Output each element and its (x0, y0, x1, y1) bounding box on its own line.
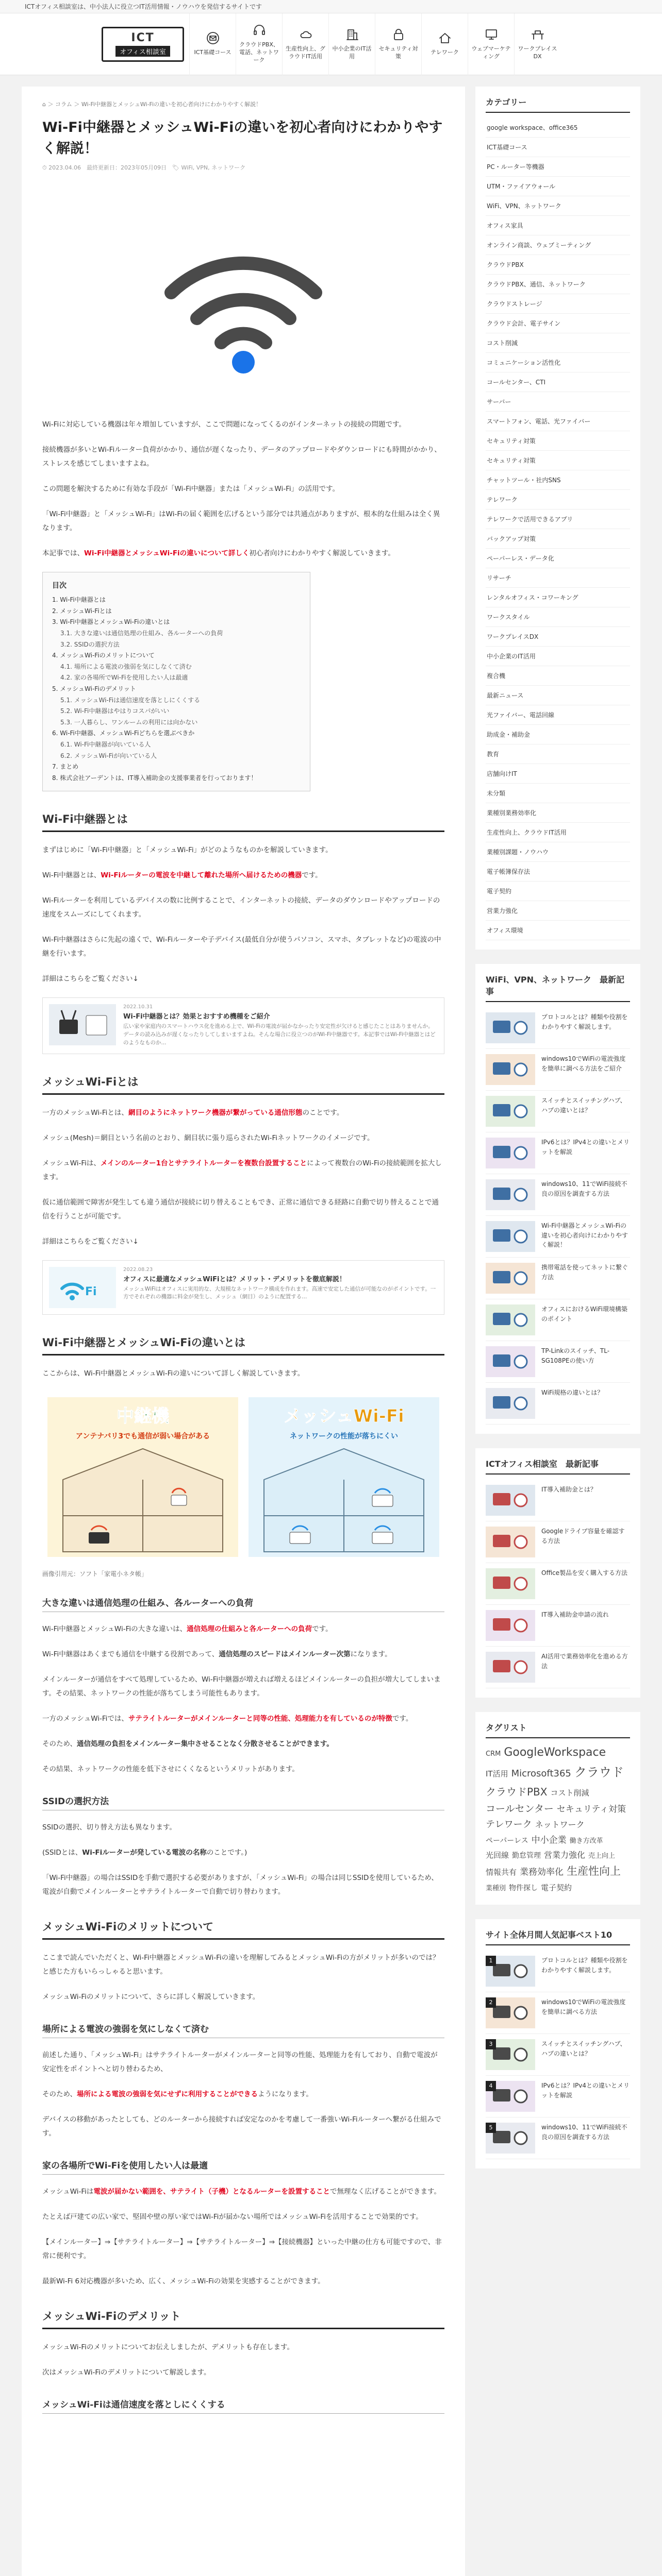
article-title: IPv6とは？IPv4との違いとメリットを解説 (541, 1139, 630, 1156)
fig-left-title: 中継機 (117, 1405, 169, 1427)
sub-heading-signal: 場所による電波の強弱を気にしなくて済む (42, 2022, 444, 2038)
s2-p3-highlight: メインのルーター1台とサテライトルーターを複数台設置すること (100, 1159, 307, 1167)
category-item[interactable]: 中小企業のIT活用 (486, 647, 630, 666)
s4-paragraph-2: メッシュWi-Fiのメリットについて、さらに詳しく解説していきます。 (42, 1992, 260, 2001)
article-meta: ⏱ 2023.04.06 最終更新日：2023年05月09日 🏷 WiFi, VPN, ネットワーク (42, 164, 246, 171)
toc-item[interactable]: 5.3. 一人暮らし、ワンルームの利用には向かない (60, 718, 198, 726)
wifi-article-item[interactable] (486, 1174, 630, 1216)
building-icon (345, 28, 359, 41)
tag-link[interactable]: 業種別 (486, 1885, 506, 1893)
nav-item[interactable] (236, 13, 282, 75)
s2-paragraph-1 (42, 1106, 444, 1120)
tag-link[interactable]: セキュリティ対策 (556, 1804, 626, 1815)
article-title: プロトコルとは？種類や役割をわかりやすく解説します。 (541, 1957, 628, 1974)
category-item[interactable]: テレワーク (486, 490, 630, 510)
intro-paragraph-5 (42, 547, 444, 561)
monitor-icon (485, 28, 498, 41)
wifi-article-item[interactable] (486, 1258, 630, 1299)
headset-icon (253, 24, 266, 37)
s2-p1-lead: 一方のメッシュWi-Fiとは、 (42, 1108, 128, 1117)
wifi-article-item[interactable] (486, 1299, 630, 1341)
s4-p6-tail: で無理なく広げることができます。 (330, 2187, 441, 2196)
tag-link[interactable]: 生産性向上 (567, 1865, 621, 1877)
toc-item[interactable]: 2. メッシュWi-Fiとは (52, 607, 112, 615)
section-heading-demerits: メッシュWi-Fiのデメリット (42, 2308, 444, 2329)
nav-item-label: ICT基礎コース (194, 49, 231, 56)
s4-p6-highlight: 電波が届かない範囲を、サテライト（子機）となるルーターを設置すること (93, 2187, 330, 2196)
rank-number: 1 (486, 1956, 496, 1966)
sub-heading-ssid: SSIDの選択方法 (42, 1794, 444, 1810)
ranking-widget-title: サイト全体月間人気記事ベスト10 (486, 1928, 630, 1945)
category-item[interactable]: チャットツール・社内SNS (486, 470, 630, 490)
wifi-article-item[interactable] (486, 1383, 630, 1425)
toc-list (52, 595, 301, 784)
nav-item[interactable] (189, 13, 236, 75)
tag-link[interactable]: Microsoft365 (511, 1768, 571, 1780)
tag-link[interactable]: 営業力強化 (544, 1850, 586, 1860)
tag-widget (475, 1712, 640, 1905)
wifi-article-item[interactable] (486, 1341, 630, 1383)
article-title: windows10、11でWiFi接続不良の原因を調査する方法 (541, 2124, 627, 2141)
category-item[interactable]: 営業力強化 (486, 901, 630, 921)
s4-paragraph-6 (42, 2185, 444, 2199)
s4-p4-highlight: 場所による電波の強弱を気にせずに利用することができる (76, 2090, 258, 2098)
wifi-article-item[interactable] (486, 1091, 630, 1132)
card-description: メッシュWiFiはオフィスに実用的な、大規模なネットワーク構成を作れます。高速で安定した通信が可能なのがポイントです。一方でそれぞれの機器に料金が発生し、メッシュ（網目）のように配置する... (123, 1285, 436, 1300)
article-title: オフィスにおけるWiFi環境構築のポイント (541, 1306, 627, 1323)
article-title: windows10、11でWiFi接続不良の原因を調査する方法 (541, 1180, 627, 1197)
nav-item-label: ウェブマーケティング (471, 45, 511, 60)
category-item[interactable]: コスト削減 (486, 333, 630, 353)
ict-articles-widget (475, 1448, 640, 1698)
toc-item[interactable]: 4. メッシュWi-Fiのメリットについて (52, 652, 155, 659)
category-item[interactable]: ペーパーレス・データ化 (486, 549, 630, 568)
article-title: windows10でWiFiの電波強度を簡単に調べる方法をご紹介 (541, 1055, 626, 1072)
nav-item[interactable] (282, 13, 328, 75)
s3-p2-tail: です。 (312, 1624, 333, 1633)
section-heading-merits: メッシュWi-Fiのメリットについて (42, 1919, 444, 1940)
category-item[interactable]: ワークプレイスDX (486, 627, 630, 647)
wifi-widget-title: WiFi、VPN、ネットワーク 最新記事 (486, 973, 630, 1002)
tag-link[interactable]: 情報共有 (486, 1867, 517, 1877)
s3-p3-tail: になります。 (350, 1650, 392, 1658)
ict-widget-title: ICTオフィス相談室 最新記事 (486, 1458, 630, 1475)
s3-paragraph-8: SSIDの選択、切り替え方法も異なります。 (42, 1823, 176, 1832)
s2-p1-tail: のことです。 (302, 1108, 344, 1117)
nav-item[interactable] (468, 13, 514, 75)
article-thumbnail (486, 1096, 535, 1127)
s1-p2-lead: Wi-Fi中継器とは、 (42, 871, 101, 880)
s4-paragraph-4 (42, 2088, 444, 2102)
sub-heading-speed: メッシュWi-Fiは通信速度を落としにくくする (42, 2397, 444, 2414)
figure-caption: 画像引用元：ソフト「家電小ネタ帳」 (42, 1570, 148, 1578)
ranking-item[interactable] (486, 1951, 630, 1992)
category-item[interactable]: 光ファイバー、電話回線 (486, 705, 630, 725)
tag-cloud (486, 1743, 630, 1895)
nav-item[interactable] (421, 13, 468, 75)
category-item[interactable]: コールセンター、CTI (486, 372, 630, 392)
s3-paragraph-1: ここからは、Wi-Fi中継器とメッシュWi-Fiの違いについて詳しく解説していきます。 (42, 1369, 305, 1378)
tag-link[interactable]: 働き方改革 (569, 1837, 603, 1845)
intro-lead: 本記事では、 (42, 549, 84, 557)
category-item[interactable]: オンライン商談、ウェブミーティング (486, 235, 630, 255)
category-item[interactable]: クラウドPBX (486, 255, 630, 275)
toc-item[interactable]: 1. Wi-Fi中継器とは (52, 596, 106, 604)
rank-number: 5 (486, 2123, 496, 2133)
tag-link[interactable]: クラウド (574, 1765, 624, 1780)
wifi-article-item[interactable] (486, 1007, 630, 1049)
toc-item[interactable]: 6.1. Wi-Fi中継器が向いている人 (60, 740, 151, 748)
ranking-widget (475, 1919, 640, 2168)
article-thumbnail (486, 1527, 535, 1557)
category-item[interactable]: クラウドPBX、通信、ネットワーク (486, 275, 630, 294)
article-thumbnail (486, 1304, 535, 1335)
tag-link[interactable]: コールセンター (486, 1803, 554, 1815)
category-item[interactable]: 未分類 (486, 784, 630, 803)
nav-item-label: テレワーク (431, 49, 459, 56)
toc-item[interactable]: 5.2. Wi-Fi中継器はやはりコスパがいい (60, 707, 170, 715)
category-list (486, 118, 630, 940)
category-item[interactable]: セキュリティ対策 (486, 431, 630, 451)
logo-sub-text: オフィス相談室 (115, 46, 170, 57)
category-item[interactable]: 助成金・補助金 (486, 725, 630, 744)
s2-p3-lead: メッシュWi-Fiは、 (42, 1159, 101, 1167)
intro-highlight: Wi-Fi中継器とメッシュWi-Fiの違いについて詳しく (84, 549, 250, 557)
sub-heading-load: 大きな違いは通信処理の仕組み、各ルーターへの負荷 (42, 1596, 444, 1612)
tag-link[interactable]: GoogleWorkspace (504, 1746, 606, 1759)
article-thumbnail (486, 1652, 535, 1683)
intro-paragraph-3: この問題を解決するために有効な手段が「Wi-Fi中継器」または「メッシュWi-Fi」の活用です。 (42, 485, 340, 493)
card-title: Wi-Fi中継器とは？効果とおすすめ機種をご紹介 (123, 1013, 270, 1021)
s2-paragraph-3 (42, 1157, 444, 1184)
ranking-item[interactable] (486, 2076, 630, 2117)
category-item[interactable]: 教育 (486, 744, 630, 764)
relay-card-thumbnail (49, 1004, 116, 1045)
breadcrumb[interactable]: ⌂ ＞ コラム ＞ Wi-Fi中継器とメッシュWi-Fiの違いを初心者向けにわかりやすく解説！ (42, 101, 262, 108)
tag-link[interactable]: 中小企業 (531, 1835, 567, 1845)
s3-paragraph-10: 「Wi-Fi中継器」の場合はSSIDを手動で選択する必要がありますが、「メッシュWi-Fi」の場合は同じSSIDを使用しているため、電波が自動でメインルーターとサテライトルーターで自動で切り替わります。 (42, 1873, 438, 1896)
s3-p9-tail: のことです。) (206, 1848, 247, 1857)
relay-vs-mesh-illustration (42, 1392, 444, 1562)
category-widget (475, 87, 640, 950)
mail-icon (206, 31, 220, 45)
article-title: Wi-Fi中継器とメッシュWi-Fiの違いを初心者向けにわかりやすく解説！ (541, 1222, 628, 1249)
category-item[interactable]: WiFi、VPN、ネットワーク (486, 196, 630, 216)
s4-paragraph-8: 【メインルーター】⇒【サテライトルーター】⇒【サテライトルーター】⇒【接続機器】といった中継の仕方も可能ですので、非常に便利です。 (42, 2238, 442, 2260)
article-title: プロトコルとは？種類や役割をわかりやすく解説します。 (541, 1013, 628, 1030)
category-item[interactable]: レンタルオフィス・コワーキング (486, 588, 630, 607)
s3-paragraph-9 (42, 1846, 444, 1860)
category-item[interactable]: リサーチ (486, 568, 630, 588)
s3-paragraph-2 (42, 1622, 444, 1636)
tag-link[interactable]: 電子契約 (541, 1883, 572, 1893)
tag-link[interactable]: 業務効率化 (520, 1867, 564, 1877)
wifi-article-item[interactable] (486, 1132, 630, 1174)
tag-link[interactable]: 物件探し (509, 1884, 538, 1893)
category-item[interactable]: 店舗向けIT (486, 764, 630, 784)
toc-item[interactable]: 8. 株式会社アーデントは、IT導入補助金の支援事業者を行っております！ (52, 774, 257, 782)
s3-paragraph-4: メインルーターが通信をすべて処理しているため、Wi-Fi中継器が増えれば増えるほどメインルーターの負担が増大してしまいます。その結果、ネットワークの性能が落ちてしまう可能性もあります。 (42, 1675, 441, 1698)
wifi-article-item[interactable] (486, 1049, 630, 1091)
toc-item[interactable]: 7. まとめ (52, 763, 79, 771)
article-title: スイッチとスイッチングハブ、ハブの違いとは？ (541, 1097, 626, 1114)
category-item[interactable]: オフィス環境 (486, 921, 630, 940)
ict-article-item[interactable] (486, 1521, 630, 1563)
s3-p5-lead: 一方のメッシュWi-Fiでは、 (42, 1714, 128, 1723)
sub-heading-home: 家の各場所でWi-Fiを使用したい人は最適 (42, 2158, 444, 2175)
page-title: Wi-Fi中継器とメッシュWi-Fiの違いを初心者向けにわかりやすく解説！ (42, 120, 443, 157)
article-thumbnail (486, 1485, 535, 1516)
s3-paragraph-6 (42, 1737, 444, 1751)
tag-link[interactable]: 光回線 (486, 1850, 509, 1860)
related-card-mesh[interactable] (42, 1260, 444, 1315)
card-title: オフィスに最適なメッシュWiFiとは？メリット・デメリットを徹底解説！ (123, 1275, 346, 1283)
fig-left-sub: アンテナバリ3でも通信が弱い場合がある (75, 1432, 210, 1440)
toc-item[interactable]: 4.1. 場所による電波の強弱を気にしなくて済む (60, 663, 192, 670)
ranking-item[interactable] (486, 1992, 630, 2034)
s2-more-text: 詳細はこちらをご覧ください↓ (42, 1237, 139, 1246)
article-title: IT導入補助金申請の流れ (541, 1611, 609, 1618)
section-heading-mesh: メッシュWi-Fiとは (42, 1074, 444, 1095)
category-item[interactable]: 最新ニュース (486, 686, 630, 705)
nav-item[interactable] (514, 13, 560, 75)
wifi-article-list (486, 1007, 630, 1425)
s4-p6-lead: メッシュWi-Fiは (42, 2187, 94, 2196)
article-thumbnail (486, 1221, 535, 1252)
category-item[interactable]: スマートフォン、電話、光ファイバー (486, 412, 630, 431)
ict-article-item[interactable] (486, 1605, 630, 1647)
s4-paragraph-5: デバイスの移動があったとしても、どのルーターから接続すれば安定なのかを考慮して一番強いWi-Fiルーターへ繋がる仕組みです。 (42, 2115, 441, 2138)
sidebar (475, 87, 640, 2576)
nav-item-label: クラウドPBX、電話、ネットワーク (239, 41, 279, 63)
toc-title: 目次 (52, 582, 67, 590)
s3-paragraph-3 (42, 1648, 444, 1662)
table-of-contents (42, 572, 310, 791)
ict-article-item[interactable] (486, 1563, 630, 1605)
s5-paragraph-1: メッシュWi-Fiのメリットについてお伝えしましたが、デメリットも存在します。 (42, 2343, 294, 2351)
article-thumbnail (486, 1263, 535, 1294)
s3-p6-bold: 通信処理の負担をメインルーター集中させることなく分散させることができます。 (76, 1739, 334, 1748)
wifi-article-item[interactable] (486, 1216, 630, 1258)
site-header (0, 13, 662, 75)
s3-p5-tail: です。 (392, 1714, 413, 1723)
category-item[interactable]: 複合機 (486, 666, 630, 686)
tag-link[interactable]: コスト削減 (550, 1788, 589, 1798)
s1-paragraph-4: Wi-Fi中継器はさらに先起の遠くで、Wi-Fiルーターや子デバイス(最低自分が使うパソコン、スマホ、タブレットなど)の電波の中継を行います。 (42, 936, 441, 958)
category-item[interactable]: サーバー (486, 392, 630, 412)
category-item[interactable]: PC・ルーター等機器 (486, 157, 630, 177)
ict-article-list (486, 1480, 630, 1688)
s1-more-text: 詳細はこちらをご覧ください↓ (42, 975, 139, 984)
wifi-eyecatch-image (122, 187, 365, 403)
s3-p5-highlight: サテライトルーターがメインルーターと同等の性能、処理能力を有しているのが特徴 (128, 1714, 392, 1723)
category-item[interactable]: オフィス家具 (486, 216, 630, 235)
category-item[interactable]: クラウド会計、電子サイン (486, 314, 630, 333)
article-title: 携帯電話を使ってネットに繋ぐ方法 (541, 1264, 628, 1281)
tag-link[interactable]: テレワーク (486, 1819, 532, 1830)
related-card-relay[interactable] (42, 997, 444, 1054)
nav-item-label: 中小企業のIT活用 (332, 45, 372, 60)
nav-item-label: セキュリティ対策 (378, 45, 418, 60)
card-date: 2022.08.23 (123, 1266, 153, 1273)
toc-item[interactable]: 3.1. 大きな違いは通信処理の仕組み、各ルーターへの負荷 (60, 629, 223, 637)
section-heading-difference: Wi-Fi中継器とメッシュWi-Fiの違いとは (42, 1334, 444, 1355)
tag-link[interactable]: 売上向上 (588, 1852, 616, 1860)
s3-p3-bold: 通信処理のスピードはメインルーター次第 (219, 1650, 351, 1658)
card-date: 2022.10.31 (123, 1004, 153, 1010)
s4-paragraph-7: たとえば戸建ての広い家で、堅固や壁の厚い家ではWi-Fiが届かない場所ではメッシュWi-Fiを活用することで効果的です。 (42, 2212, 423, 2221)
category-item[interactable]: ICT基礎コース (486, 138, 630, 157)
article-thumbnail (486, 1179, 535, 1210)
nav-item-label: 生産性向上、グラウドIT活用 (286, 45, 325, 60)
category-item[interactable]: クラウドストレージ (486, 294, 630, 314)
s3-p9-lead: (SSIDとは、 (42, 1848, 82, 1857)
s3-p2-lead: Wi-Fi中継器とメッシュWi-Fiの大きな違いは、 (42, 1624, 187, 1633)
ranking-item[interactable] (486, 2034, 630, 2076)
s5-paragraph-2: 次はメッシュWi-Fiのデメリットについて解説します。 (42, 2368, 211, 2377)
fig-right-sub: ネットワークの性能が落ちにくい (290, 1432, 398, 1440)
article-title: IPv6とは？IPv4との違いとメリットを解説 (541, 2082, 630, 2099)
s2-paragraph-4: 仮に通信範囲で障害が発生しても違う通信が接続に切り替えることもでき、正常に通信できる経路に自動で切り替えることで通信を行うことが可能です。 (42, 1198, 439, 1221)
ranking-item[interactable] (486, 2117, 630, 2159)
s3-paragraph-7: その結果、ネットワークの性能を低下させにくくなるというメリットがあります。 (42, 1765, 299, 1773)
intro-tail: 初心者向けにわかりやすく解説していきます。 (249, 549, 395, 557)
ict-article-item[interactable] (486, 1647, 630, 1688)
s3-p9-bold: Wi-Fiルーターが発している電波の名称 (82, 1848, 207, 1857)
category-item[interactable]: 業種別課題・ノウハウ (486, 842, 630, 862)
intro-paragraph-2: 接続機器が多いとWi-Fiルーター負荷がかかり、通信が遅くなったり、データのアップロードやダウンロードにも時間がかかり、ストレスを感じてしまいますよね。 (42, 446, 441, 468)
svg-text:Fi: Fi (85, 1285, 97, 1298)
card-description: 広い家や家庭内のスマートハウス化を進める上で、Wi-Fiの電波が届かなかったり安定性が欠けると感じたことはありませんか。データの読み込みが遅くなったりしてしまいますよね。そんな場合に役立つのがWi-Fi中継器です。本記事ではWi-Fi中継器とはどのようなものか... (123, 1023, 436, 1046)
article-title: Googleドライブ容量を確認する方法 (541, 1528, 625, 1545)
category-item[interactable]: セキュリティ対策 (486, 451, 630, 470)
toc-item[interactable]: 5. メッシュWi-Fiのデメリット (52, 685, 136, 692)
category-item[interactable]: 生産性向上、クラウドIT活用 (486, 823, 630, 842)
s4-paragraph-3: 前述した通り、「メッシュWi-Fi」はサテライトルーターがメインルーターと同等の性能、処理能力を有しており、自動で電波が安定性をポイントへと切り替わるため、 (42, 2050, 438, 2073)
toc-item[interactable]: 3.2. SSIDの選択方法 (60, 640, 120, 648)
rank-number: 3 (486, 2039, 496, 2049)
article-title: Office製品を安く購入する方法 (541, 1569, 628, 1577)
nav-item[interactable] (328, 13, 375, 75)
tag-link[interactable]: IT活用 (486, 1769, 508, 1779)
s1-p2-tail: です。 (302, 871, 322, 880)
s1-p2-highlight: Wi-Fiルーターの電波を中継して離れた場所へ届けるための機器 (101, 871, 302, 880)
article-title: WiFi規格の違いとは？ (541, 1389, 604, 1396)
nav-item[interactable] (375, 13, 421, 75)
category-item[interactable]: バックアップ対策 (486, 529, 630, 549)
tag-widget-title: タグリスト (486, 1721, 630, 1738)
s4-paragraph-1: ここまで読んでいただくと、Wi-Fi中継器とメッシュWi-Fiの違いを理解してみるとメッシュWi-Fiの方がメリットが多いのでは？と感じた方もいらっしゃると思います。 (42, 1953, 440, 1976)
ranking-list (486, 1951, 630, 2159)
lock-icon (392, 28, 405, 41)
desk-icon (531, 28, 544, 41)
article-thumbnail (486, 1054, 535, 1085)
nav-item-label: ワークプレイスDX (518, 45, 557, 60)
s2-p1-highlight: 網目のようにネットワーク機器が繋がっている通信形態 (128, 1108, 303, 1117)
category-item[interactable]: google workspace、office365 (486, 118, 630, 138)
rank-number: 2 (486, 1997, 496, 2008)
mesh-card-thumbnail (49, 1267, 116, 1308)
s4-paragraph-9: 最新Wi-Fi 6対応機器が多いため、広く、メッシュWi-Fiの効果を実感することができます。 (42, 2277, 325, 2285)
section-heading-relay: Wi-Fi中継器とは (42, 811, 444, 832)
s2-p3-tail: によって複数台のWi-Fiの接続範囲を拡大します。 (42, 1159, 442, 1181)
article-thumbnail (486, 1138, 535, 1168)
top-info-bar (0, 0, 662, 13)
category-item[interactable]: 電子契約 (486, 882, 630, 901)
global-nav (189, 13, 560, 75)
home-icon (438, 31, 452, 45)
category-item[interactable]: 業種別業務効率化 (486, 803, 630, 823)
ict-article-item[interactable] (486, 1480, 630, 1521)
intro-paragraph-4: 「Wi-Fi中継器」と「メッシュWi-Fi」はWi-Fiの届く範囲を広げるという部分では共通点がありますが、根本的な仕組みは全く異なります。 (42, 510, 440, 532)
s1-paragraph-1: まずはじめに「Wi-Fi中継器」と「メッシュWi-Fi」がどのようなものかを解説していきます。 (42, 846, 333, 855)
s4-p4-tail: ようになります。 (257, 2090, 313, 2098)
category-item[interactable]: テレワークで活用できるアプリ (486, 510, 630, 529)
article-thumbnail (486, 1346, 535, 1377)
article-thumbnail (486, 1012, 535, 1043)
category-item[interactable]: ワークスタイル (486, 607, 630, 627)
tag-link[interactable]: クラウドPBX (486, 1785, 548, 1798)
category-item[interactable]: 電子帳簿保存法 (486, 862, 630, 882)
article-thumbnail (486, 1568, 535, 1599)
s3-p3-lead: Wi-Fi中継器はあくまでも通信を中継する役割であって、 (42, 1650, 219, 1658)
article-thumbnail (486, 1388, 535, 1419)
top-info-text: ICTオフィス相談室は、中小法人に役立つIT活用情報・ノウハウを発信するサイトです (25, 3, 262, 10)
article-title: スイッチとスイッチングハブ、ハブの違いとは？ (541, 2040, 626, 2057)
category-widget-title: カテゴリー (486, 96, 630, 113)
s2-paragraph-2: メッシュ(Mesh)＝網目という名前のとおり、網目状に張り巡らされたWi-Fiネットワークのイメージです。 (42, 1133, 374, 1142)
logo-main-text: ICT (131, 31, 155, 44)
tag-link[interactable]: 勤怠管理 (512, 1851, 541, 1860)
fig-right-title: メッシュWi-Fi (284, 1405, 404, 1427)
cloud-icon (299, 28, 312, 41)
wifi-articles-widget (475, 964, 640, 1434)
rank-number: 4 (486, 2081, 496, 2091)
s3-paragraph-5 (42, 1712, 444, 1726)
s1-paragraph-2 (42, 869, 444, 883)
toc-item[interactable]: 6.2. メッシュWi-Fiが向いている人 (60, 752, 157, 759)
toc-item[interactable]: 6. Wi-Fi中継器、メッシュWi-Fiどちらを選ぶべきか (52, 730, 195, 737)
article-title: IT導入補助金とは？ (541, 1486, 597, 1493)
article-title: AI活用で業務効率化を進める方法 (541, 1653, 628, 1670)
tag-link[interactable]: ネットワーク (535, 1819, 585, 1829)
tag-link[interactable]: ペーパーレス (486, 1836, 528, 1845)
article-title: windows10でWiFiの電波強度を簡単に調べる方法 (541, 1998, 626, 2015)
toc-item[interactable]: 4.2. 家の各場所でWi-Fiを使用したい人は最適 (60, 674, 188, 682)
article-main (22, 87, 465, 2576)
article-thumbnail (486, 1610, 535, 1641)
site-logo[interactable] (102, 27, 184, 62)
tag-link[interactable]: CRM (486, 1750, 501, 1758)
s1-paragraph-3: Wi-Fiルーターを利用しているデバイスの数に比例することで、インターネットの接続、データのダウンロードやアップロードの速度をスムーズにしてくれます。 (42, 896, 440, 919)
toc-item[interactable]: 3. Wi-Fi中継器とメッシュWi-Fiの違いとは (52, 618, 170, 626)
category-item[interactable]: コミュニケーション活性化 (486, 353, 630, 372)
article-title: TP-Linkのスイッチ、TL-SG108PEの使い方 (541, 1347, 610, 1364)
category-item[interactable]: UTM・ファイアウォール (486, 177, 630, 196)
s3-p6-lead: そのため、 (42, 1739, 77, 1748)
intro-paragraph-1: Wi-Fiに対応している機器は年々増加していますが、ここで問題になってくるのがインターネットの接続の問題です。 (42, 420, 406, 429)
toc-item[interactable]: 5.1. メッシュWi-Fiは通信速度を落としにくくする (60, 696, 201, 704)
s3-p2-highlight: 通信処理の仕組みと各ルーターへの負荷 (187, 1624, 312, 1633)
s4-p4-lead: そのため、 (42, 2090, 77, 2098)
